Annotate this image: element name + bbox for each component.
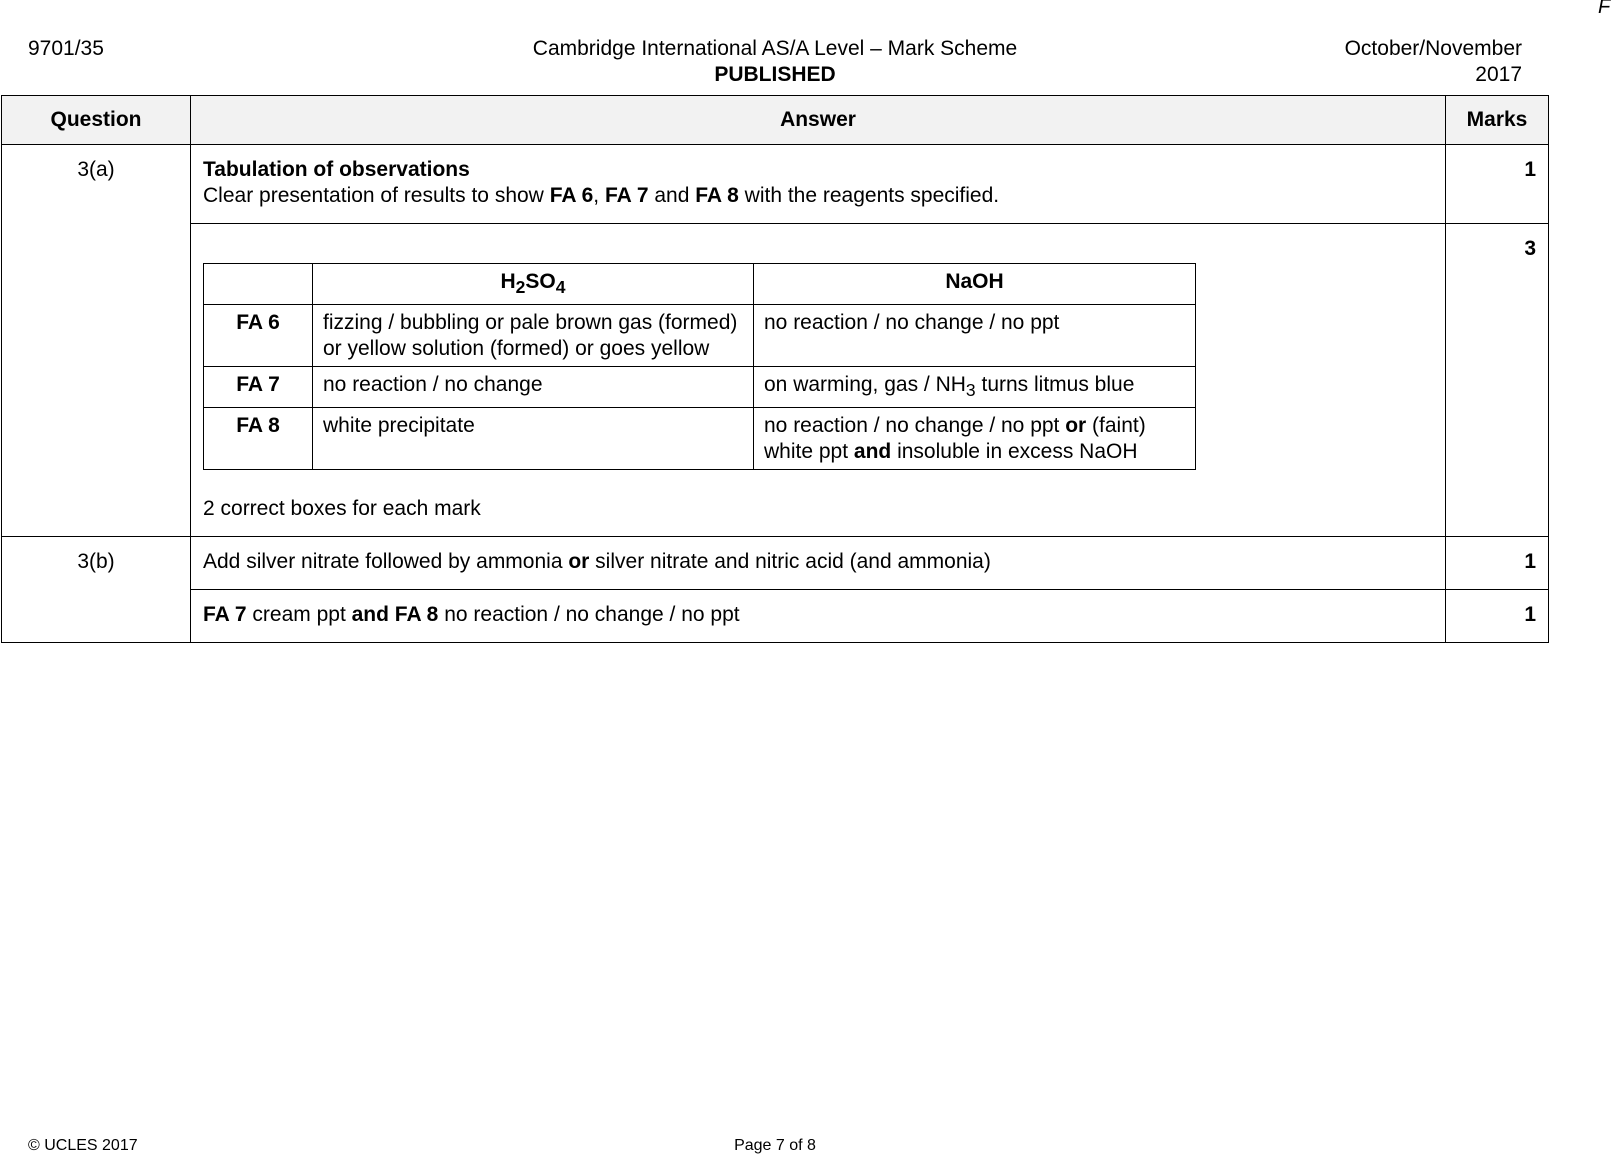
naoh-observation: on warming, gas / $NH_3$ turns litmus blue: [754, 367, 1196, 408]
observations-table: [203, 263, 1196, 470]
observations-row-fa8: [204, 408, 1196, 470]
published-label: PUBLISHED: [714, 63, 836, 86]
question-label: 3(b): [2, 537, 191, 643]
answer-cell: Add silver nitrate followed by ammonia or silver nitrate and nitric acid (and ammonia): [191, 537, 1446, 590]
exam-session: [1230, 36, 1522, 88]
observations-header-row: [204, 264, 1196, 305]
sample-label: FA 7: [204, 367, 313, 408]
naoh-observation: no reaction / no change / no ppt or (faint) white ppt and insoluble in excess NaOH: [754, 408, 1196, 470]
observations-row-fa6: [204, 305, 1196, 367]
question-column-header: Question: [2, 96, 191, 145]
table-header-row: [2, 96, 1549, 145]
observations-corner-cell: [204, 264, 313, 305]
table-row: [2, 145, 1549, 224]
naoh-observation: no reaction / no change / no ppt: [754, 305, 1196, 367]
table-row: [2, 537, 1549, 590]
h2so4-observation: no reaction / no change: [313, 367, 754, 408]
answer-cell: [191, 224, 1446, 537]
page-number: Page 7 of 8: [734, 1137, 816, 1154]
table-row: [2, 224, 1549, 537]
marking-note: 2 correct boxes for each mark: [203, 497, 481, 521]
table-row: [2, 590, 1549, 643]
observations-row-fa7: [204, 367, 1196, 408]
marks-value: 1: [1446, 145, 1549, 224]
exam-session-year: 2017: [1475, 63, 1522, 86]
sample-label: FA 8: [204, 408, 313, 470]
h2so4-observation: white precipitate: [313, 408, 754, 470]
document-title-block: [450, 36, 1100, 88]
copyright-notice: © UCLES 2017: [28, 1137, 138, 1154]
answer-column-header: Answer: [191, 96, 1446, 145]
exam-session-month: October/November: [1344, 37, 1522, 60]
naoh-column-header: NaOH: [754, 264, 1196, 305]
question-label: 3(a): [2, 145, 191, 537]
answer-heading: Tabulation of observations: [203, 158, 470, 181]
page-edge-letter: F: [1598, 0, 1611, 18]
sample-label: FA 6: [204, 305, 313, 367]
answer-cell: [191, 145, 1446, 224]
mark-scheme-table: [1, 95, 1549, 643]
marks-column-header: Marks: [1446, 96, 1549, 145]
marks-value: 1: [1446, 537, 1549, 590]
marks-value: 1: [1446, 590, 1549, 643]
answer-cell: FA 7 cream ppt and FA 8 no reaction / no change / no ppt: [191, 590, 1446, 643]
marks-value: 3: [1446, 224, 1549, 537]
h2so4-column-header: $H_2SO_4$: [313, 264, 754, 305]
document-title: Cambridge International AS/A Level – Mark Scheme: [532, 37, 1018, 60]
answer-text: Clear presentation of results to show FA 6, FA 7 and FA 8 with the reagents specified.: [203, 184, 1000, 207]
h2so4-observation: fizzing / bubbling or pale brown gas (formed) or yellow solution (formed) or goes yellow: [313, 305, 754, 367]
syllabus-code: 9701/35: [28, 37, 104, 60]
